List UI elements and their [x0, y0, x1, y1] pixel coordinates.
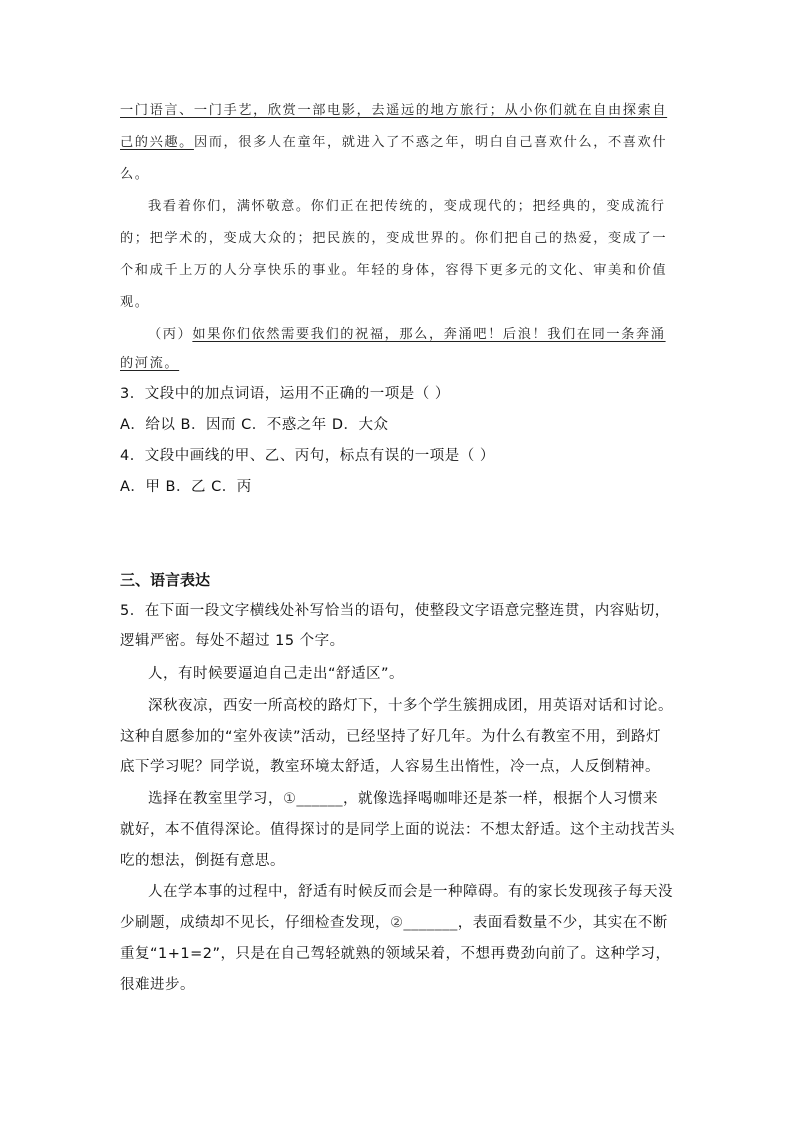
essay-line: 人，有时候要逼迫自己走出“舒适区”。	[148, 666, 405, 682]
passage-line: 么。	[120, 167, 150, 182]
essay-text: 选择在教室里学习，	[148, 791, 283, 807]
essay-line: 底下学习呢？同学说，教室环境太舒适，人容易生出惰性，冷一点，人反倒精神。	[120, 759, 660, 775]
question-4: 4．文段中画线的甲、乙、丙句，标点有误的一项是（ ）	[120, 448, 495, 464]
passage-line: 我看着你们，满怀敬意。你们正在把传统的，变成现代的；把经典的，变成流行	[148, 199, 666, 214]
underlined-sentence-jia: 一门语言、一门手艺，欣赏一部电影，去遥远的地方旅行；从小你们就在自由探索自	[120, 103, 668, 118]
essay-line	[148, 789, 680, 809]
essay-line: 深秋夜凉，西安一所高校的路灯下，十多个学生簇拥成团，用英语对话和讨论。	[148, 698, 673, 714]
sentence-label-bing: （丙）	[148, 327, 193, 342]
essay-line: 重复“1+1=2”，只是在自己驾轻就熟的领域呆着，不想再费劲向前了。这种学习，	[120, 946, 671, 962]
passage-line: 的；把学术的，变成大众的；把民族的，变成世界的。你们把自己的热爱，变成了一	[120, 231, 668, 246]
passage-line	[148, 325, 680, 345]
answer-blank-1[interactable]: ①______	[283, 791, 343, 807]
underlined-sentence-bing-end: 的河流。	[120, 356, 180, 371]
passage-line: 观。	[120, 295, 150, 310]
essay-line: 这种自愿参加的“室外夜读”活动，已经坚持了好几年。为什么有教室不用，到路灯	[120, 729, 662, 745]
answer-blank-2[interactable]: ②_______	[390, 915, 458, 931]
underlined-sentence-jia-end: 己的兴趣。	[120, 135, 194, 150]
essay-line: 很难进步。	[120, 977, 195, 993]
passage-text: 因而，很多人在童年，就进入了不惑之年，明白自己喜欢什么，不喜欢什	[193, 135, 668, 150]
essay-line: 就好，本不值得深论。值得探讨的是同学上面的说法：不想太舒适。这个主动找苦头	[120, 822, 675, 838]
essay-line: 人在学本事的过程中，舒适有时候反而会是一种障碍。有的家长发现孩子每天没	[148, 884, 673, 900]
passage-line	[120, 354, 680, 374]
question-5: 逻辑严密。每处不超过 15 个字。	[120, 633, 345, 649]
underlined-sentence-bing: 如果你们依然需要我们的祝福，那么，奔涌吧！后浪！我们在同一条奔涌	[192, 327, 666, 342]
question-3-options: A．给以 B．因而 C．不惑之年 D．大众	[120, 417, 389, 433]
passage-line	[120, 133, 680, 153]
essay-line	[120, 913, 680, 933]
question-3: 3．文段中的加点词语，运用不正确的一项是（ ）	[120, 386, 450, 402]
section-heading: 三、语言表达	[120, 571, 211, 589]
question-4-options: A．甲 B．乙 C．丙	[120, 479, 252, 495]
essay-text: ，就像选择喝咖啡还是茶一样，根据个人习惯来	[343, 791, 658, 807]
passage-line	[120, 101, 680, 121]
passage-line: 个和成千上万的人分享快乐的事业。年轻的身体，容得下更多元的文化、审美和价值	[120, 263, 668, 278]
essay-line: 吃的想法，倒挺有意思。	[120, 853, 285, 869]
question-5: 5．在下面一段文字横线处补写恰当的语句，使整段文字语意完整连贯，内容贴切，	[120, 603, 670, 619]
essay-text: 少刷题，成绩却不见长，仔细检查发现，	[120, 915, 390, 931]
essay-text: ，表面看数量不少，其实在不断	[457, 915, 668, 931]
